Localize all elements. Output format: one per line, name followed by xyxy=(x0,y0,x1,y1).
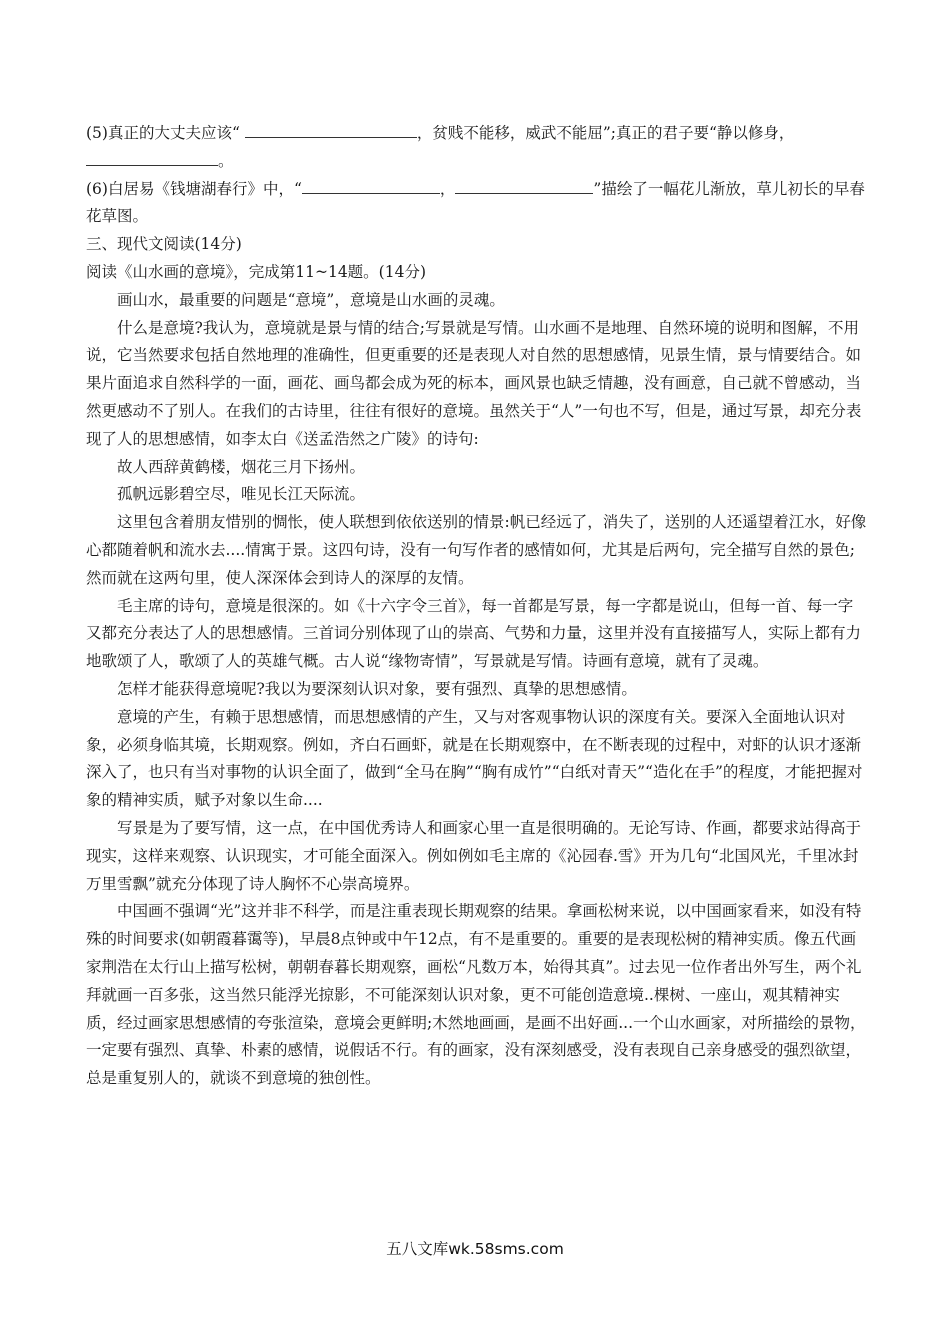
answer-blank[interactable] xyxy=(245,122,417,139)
poem-line: 故人西辞黄鹤楼，烟花三月下扬州。 xyxy=(117,457,366,476)
answer-blank[interactable] xyxy=(302,177,440,194)
footer-watermark: 五八文库wk.58sms.com xyxy=(386,1240,564,1258)
answer-blank[interactable] xyxy=(455,177,593,194)
paragraph: 毛主席的诗句，意境是很深的。如《十六字令三首》，每一首都是写景，每一字都是说山，但每一首、每一字又都充分表达了人的思想感情。三首词分别体现了山的崇高、气势和力量，这里并没有直接描写人，实际上都有力地歌颂了人，歌颂了人的英雄气概。古人说“缘物寄情”，写景就是写情。诗画有意境，就有了灵魂。 xyxy=(86,596,862,671)
paragraph: 中国画不强调“光”这并非不科学，而是注重表现长期观察的结果。拿画松树来说，以中国画家看来，如没有特殊的时间要求(如朝霞暮霭等)，早晨8点钟或中午12点，有不是重要的。重要的是表现松树的精神实质。像五代画家荆浩在太行山上描写松树，朝朝春暮长期观察，画松“凡数万本，始得其真”。过去见一位作者出外写生，两个礼拜就画一百多张，这当然只能浮光掠影，不可能深刻认识对象，更不可能创造意境..棵树、一座山，观其精神实质，经过画家思想感情的夸张渲染，意境会更鲜明;木然地画画，是画不出好画...一个山水画家，对所描绘的景物，一定要有强烈、真挚、朴素的感情，说假话不行。有的画家，没有深刻感受，没有表现自己亲身感受的强烈欲望，总是重复别人的，就谈不到意境的独创性。 xyxy=(86,902,866,1088)
paragraph: 怎样才能获得意境呢?我以为要深刻认识对象，要有强烈、真挚的思想感情。 xyxy=(117,679,637,698)
question-5: (5)真正的大丈夫应该“ ，贫贱不能移，威武不能屈”;真正的君子要“静以修身，。 xyxy=(86,120,868,176)
section-heading: 三、现代文阅读(14分) xyxy=(86,235,242,254)
paragraph: 这里包含着朋友惜别的惆怅，使人联想到依依送别的情景:帆已经远了，消失了，送别的人还遥望着江水，好像心都随着帆和流水去....情寓于景。这四句诗，没有一句写作者的感情如何，尤其是后两句，完全描写自然的景色;然而就在这两句里，使人深深体会到诗人的深厚的友情。 xyxy=(86,513,867,587)
paragraph: 意境的产生，有赖于思想感情，而思想感情的产生，又与对客观事物认识的深度有关。要深入全面地认识对象，必须身临其境，长期观察。例如，齐白石画虾，就是在长期观察中，在不断表现的过程中，对虾的认识才逐渐深入了，也只有当对事物的认识全面了，做到“全马在胸”“胸有成竹”“白纸对青天”“造化在手”的程度，才能把握对象的精神实质，赋予对象以生命.... xyxy=(86,707,863,810)
document-body xyxy=(86,120,868,1093)
paragraph: 什么是意境?我认为，意境就是景与情的结合;写景就是写情。山水画不是地理、自然环境的说明和图解，不用说，它当然要求包括自然地理的准确性，但更重要的还是表现人对自然的思想感情，见景生情，景与情要结合。如果片面追求自然科学的一面，画花、画鸟都会成为死的标本，画风景也缺乏情趣，没有画意，自己就不曾感动，当然更感动不了别人。在我们的古诗里，往往有很好的意境。虽然关于“人”一句也不写，但是，通过写景，却充分表现了人的思想感情，如李太白《送孟浩然之广陵》的诗句: xyxy=(86,318,862,448)
answer-blank[interactable] xyxy=(86,149,218,166)
reading-instruction: 阅读《山水画的意境》，完成第11~14题。(14分) xyxy=(86,262,427,281)
paragraph: 画山水，最重要的问题是“意境”，意境是山水画的灵魂。 xyxy=(117,290,505,309)
question-6: (6)白居易《钱塘湖春行》中，“ ， ”描绘了一幅花儿渐放，草儿初长的早春花草图。 xyxy=(86,176,868,232)
poem-line: 孤帆远影碧空尽，唯见长江天际流。 xyxy=(117,485,366,504)
paragraph: 写景是为了要写情，这一点，在中国优秀诗人和画家心里一直是很明确的。无论写诗、作画，都要求站得高于现实，这样来观察、认识现实，才可能全面深入。例如例如毛主席的《沁园春.雪》开为几句“北国风光，千里冰封万里雪飘”就充分体现了诗人胸怀不心崇高境界。 xyxy=(86,818,862,893)
